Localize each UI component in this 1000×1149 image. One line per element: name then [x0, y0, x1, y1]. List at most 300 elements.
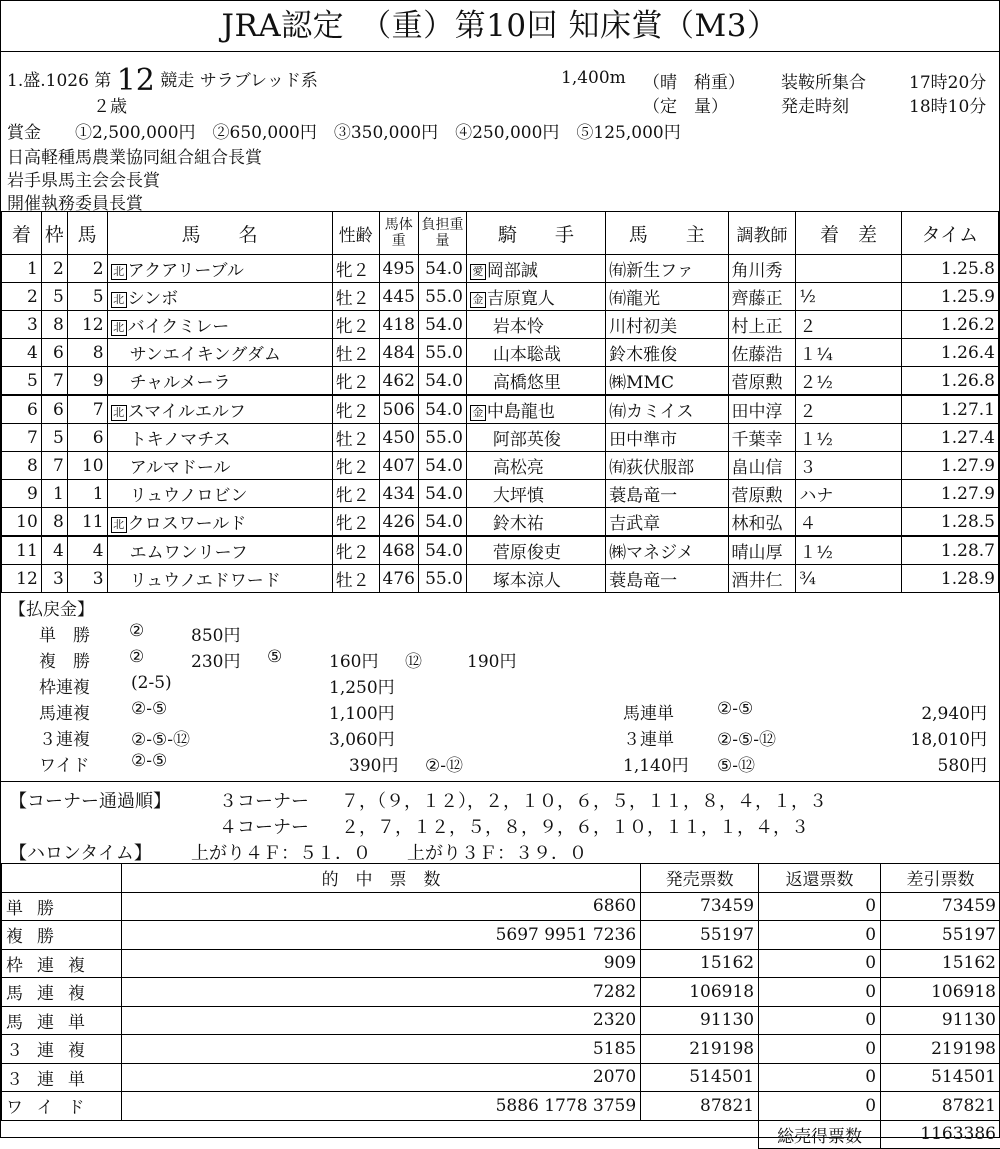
votes-net: 87821 — [881, 1092, 1000, 1121]
result-row — [2, 283, 999, 311]
pos-cell: 1 — [2, 255, 42, 283]
horse-name: リュウノエドワード — [130, 571, 281, 591]
jockey-name: 吉原寛人 — [487, 289, 555, 309]
time-cell: 1.27.1 — [901, 395, 998, 424]
sex-age-cell: 牝２ — [332, 480, 379, 508]
halon-heading: 【ハロンタイム】 — [9, 839, 152, 865]
pos-cell: 3 — [2, 311, 42, 339]
votes-label: ３連単 — [2, 1063, 122, 1092]
trainer-cell: 千葉幸 — [728, 424, 796, 452]
result-row — [2, 311, 999, 339]
horse-name: エムワンリーフ — [130, 543, 248, 563]
votes-table — [1, 863, 1000, 1149]
jockey-name: 菅原俊吏 — [493, 543, 561, 563]
result-row — [2, 480, 999, 508]
corner-3-order: ７，（９，１２），２，１０，６，５，１１，８，４，１，３ — [341, 787, 827, 813]
num-cell: 2 — [67, 255, 107, 283]
fukusho-combo-3: ⑫ — [405, 647, 422, 672]
votes-hits: 5697 9951 7236 — [121, 921, 640, 950]
load-cell: 55.0 — [418, 424, 466, 452]
col-load: 負担重量 — [418, 212, 466, 255]
pos-cell: 6 — [2, 395, 42, 424]
votes-sold: 73459 — [641, 892, 759, 921]
col-trainer: 調教師 — [728, 212, 796, 255]
load-cell: 55.0 — [418, 565, 466, 593]
horse-name: シンボ — [128, 289, 179, 309]
trainer-cell: 齊藤正 — [728, 283, 796, 311]
sex-age-cell: 牝２ — [332, 367, 379, 396]
votes-label: 枠連複 — [2, 949, 122, 978]
horse-name: サンエイキングダム — [130, 345, 281, 365]
sex-age-cell: 牝２ — [332, 452, 379, 480]
margin-cell: ２ — [796, 311, 901, 339]
wide-amount-2: 1,140円 — [623, 751, 689, 776]
jockey-cell — [466, 424, 605, 452]
jockey-mark-icon: 金 — [470, 292, 486, 308]
owner-cell: ㈲カミイス — [606, 395, 728, 424]
sex-age-cell: 牡２ — [332, 565, 379, 593]
time-cell: 1.26.4 — [901, 339, 998, 367]
margin-cell: ４ — [796, 508, 901, 537]
votes-hits: 909 — [121, 949, 640, 978]
prize-money: 賞金 ①2,500,000円 ②650,000円 ③350,000円 ④250,000円 ⑤125,000円 — [7, 118, 681, 143]
fukusho-amount-3: 190円 — [467, 647, 516, 672]
pos-cell: 7 — [2, 424, 42, 452]
waku-cell: 3 — [41, 565, 67, 593]
load-cell: 54.0 — [418, 255, 466, 283]
trifecta-combo: ②-⑤-⑫ — [717, 725, 776, 750]
trainer-cell: 畠山信 — [728, 452, 796, 480]
result-row — [2, 565, 999, 593]
owner-cell: 吉武章 — [606, 508, 728, 537]
num-cell: 9 — [67, 367, 107, 396]
horse-name: アクアリーブル — [128, 261, 244, 281]
owner-cell: 川村初美 — [606, 311, 728, 339]
sex-age-cell: 牡２ — [332, 339, 379, 367]
load-cell: 55.0 — [418, 283, 466, 311]
umatan-combo: ②-⑤ — [717, 699, 753, 719]
col-jockey: 騎 手 — [466, 212, 605, 255]
fukusho-combo-2: ⑤ — [267, 647, 282, 667]
num-cell: 6 — [67, 424, 107, 452]
trainer-cell: 菅原勲 — [728, 367, 796, 396]
col-horse-weight: 馬体重 — [379, 212, 418, 255]
owner-cell: ㈱MMC — [606, 367, 728, 396]
num-cell: 12 — [67, 311, 107, 339]
owner-cell: 田中準市 — [606, 424, 728, 452]
results-body — [2, 255, 999, 593]
pos-cell: 5 — [2, 367, 42, 396]
jockey-mark-icon: 金 — [470, 405, 486, 421]
payout-section — [1, 591, 999, 782]
margin-cell: ２½ — [796, 367, 901, 396]
votes-sold: 514501 — [641, 1063, 759, 1092]
votes-col-refund: 返還票数 — [759, 864, 881, 893]
hokkaido-mark-icon: 北 — [111, 517, 127, 533]
wakuren-combo: (2-5) — [131, 673, 172, 693]
waku-cell: 7 — [41, 367, 67, 396]
race-age: ２歳 — [93, 92, 127, 117]
col-waku: 枠 — [41, 212, 67, 255]
owner-cell: ㈱マネジメ — [606, 536, 728, 565]
votes-net: 55197 — [881, 921, 1000, 950]
trifecta-amount: 18,010円 — [911, 725, 987, 750]
jockey-name: 高橋悠里 — [493, 373, 561, 393]
votes-refund: 0 — [759, 1035, 881, 1064]
horse-name: チャルメーラ — [130, 373, 231, 393]
votes-body — [2, 892, 1000, 1120]
pos-cell: 4 — [2, 339, 42, 367]
votes-sold: 87821 — [641, 1092, 759, 1121]
weight-cell: 468 — [379, 536, 418, 565]
jockey-cell — [466, 283, 605, 311]
result-row — [2, 424, 999, 452]
name-cell — [107, 283, 332, 311]
votes-row — [2, 1035, 1000, 1064]
votes-total-blank — [2, 1120, 759, 1149]
tansho-amount: 850円 — [191, 621, 240, 646]
sex-age-cell: 牝２ — [332, 508, 379, 537]
waku-cell: 6 — [41, 339, 67, 367]
votes-refund: 0 — [759, 1063, 881, 1092]
weight-cell: 407 — [379, 452, 418, 480]
award-1: 日高軽種馬農業協同組合組合長賞 — [7, 143, 262, 168]
votes-label: ３連複 — [2, 1035, 122, 1064]
time-cell: 1.28.5 — [901, 508, 998, 537]
votes-refund: 0 — [759, 1006, 881, 1035]
pos-cell: 11 — [2, 536, 42, 565]
pos-cell: 2 — [2, 283, 42, 311]
fukusho-combo-1: ② — [129, 647, 144, 667]
wide-amount-1: 390円 — [349, 751, 398, 776]
time-cell: 1.28.9 — [901, 565, 998, 593]
jockey-cell — [466, 508, 605, 537]
load-cell: 54.0 — [418, 508, 466, 537]
name-cell — [107, 480, 332, 508]
num-cell: 5 — [67, 283, 107, 311]
page-title: JRA認定 （重）第10回 知床賞（M3） — [1, 1, 999, 52]
weight-cell: 434 — [379, 480, 418, 508]
load-cell: 54.0 — [418, 395, 466, 424]
jockey-name: 鈴木祐 — [493, 514, 544, 534]
horse-name: アルマドール — [130, 458, 231, 478]
sex-age-cell: 牝２ — [332, 395, 379, 424]
trainer-cell: 酒井仁 — [728, 565, 796, 593]
weight-cell: 445 — [379, 283, 418, 311]
name-cell — [107, 311, 332, 339]
name-cell — [107, 536, 332, 565]
num-cell: 8 — [67, 339, 107, 367]
umaren-label: 馬連複 — [39, 699, 90, 724]
pos-cell: 9 — [2, 480, 42, 508]
owner-cell: 蓑島竜一 — [606, 480, 728, 508]
result-row — [2, 339, 999, 367]
owner-cell: ㈲龍光 — [606, 283, 728, 311]
trainer-cell: 菅原勲 — [728, 480, 796, 508]
votes-net: 15162 — [881, 949, 1000, 978]
time-cell: 1.26.8 — [901, 367, 998, 396]
col-owner: 馬 主 — [606, 212, 728, 255]
race-code-text: 1.盛.1026 — [7, 71, 89, 91]
sex-age-cell: 牝２ — [332, 255, 379, 283]
margin-cell: ハナ — [796, 480, 901, 508]
hokkaido-mark-icon: 北 — [111, 320, 127, 336]
results-header-row — [2, 212, 999, 255]
tansho-combo: ② — [129, 621, 144, 641]
umaren-amount: 1,100円 — [329, 699, 395, 724]
waku-cell: 2 — [41, 255, 67, 283]
trainer-cell: 晴山厚 — [728, 536, 796, 565]
num-cell: 4 — [67, 536, 107, 565]
waku-cell: 6 — [41, 395, 67, 424]
jockey-cell — [466, 536, 605, 565]
fukusho-label: 複 勝 — [39, 647, 90, 672]
votes-total-row — [2, 1120, 1000, 1149]
corner-4-label: ４コーナー — [219, 813, 309, 839]
trifecta-label: ３連単 — [623, 725, 674, 750]
weight-cell: 506 — [379, 395, 418, 424]
jockey-mark-icon: 愛 — [470, 264, 486, 280]
votes-row — [2, 1063, 1000, 1092]
col-sex-age: 性齢 — [332, 212, 379, 255]
wakuren-label: 枠連複 — [39, 673, 90, 698]
start-label: 発走時刻 — [781, 92, 849, 117]
votes-refund: 0 — [759, 978, 881, 1007]
trio-label: ３連複 — [39, 725, 90, 750]
owner-cell: ㈲荻伏服部 — [606, 452, 728, 480]
waku-cell: 5 — [41, 283, 67, 311]
jockey-cell — [466, 395, 605, 424]
votes-net: 514501 — [881, 1063, 1000, 1092]
weight-cell: 426 — [379, 508, 418, 537]
result-row — [2, 508, 999, 537]
name-cell — [107, 395, 332, 424]
sex-age-cell: 牡２ — [332, 283, 379, 311]
load-cell: 54.0 — [418, 480, 466, 508]
weight-cell: 476 — [379, 565, 418, 593]
hokkaido-mark-icon: 北 — [111, 292, 127, 308]
hokkaido-mark-icon: 北 — [111, 264, 127, 280]
fukusho-amount-1: 230円 — [191, 647, 240, 672]
load-cell: 54.0 — [418, 452, 466, 480]
jockey-cell — [466, 480, 605, 508]
votes-label: 単勝 — [2, 892, 122, 921]
name-cell — [107, 367, 332, 396]
jockey-cell — [466, 339, 605, 367]
margin-cell: １½ — [796, 424, 901, 452]
umatan-amount: 2,940円 — [921, 699, 987, 724]
wide-amount-3: 580円 — [938, 751, 987, 776]
trainer-cell: 林和弘 — [728, 508, 796, 537]
margin-cell: １¼ — [796, 339, 901, 367]
jockey-cell — [466, 255, 605, 283]
weight-cell: 462 — [379, 367, 418, 396]
umaren-combo: ②-⑤ — [131, 699, 167, 719]
sex-age-cell: 牝２ — [332, 311, 379, 339]
jockey-name: 大坪慎 — [493, 486, 544, 506]
jockey-cell — [466, 311, 605, 339]
pos-cell: 10 — [2, 508, 42, 537]
name-cell — [107, 508, 332, 537]
race-breed: 競走 サラブレッド系 — [160, 71, 318, 91]
time-cell: 1.25.9 — [901, 283, 998, 311]
jockey-name: 中島龍也 — [487, 402, 555, 422]
load-cell: 54.0 — [418, 367, 466, 396]
votes-header-blank — [2, 864, 122, 893]
waku-cell: 7 — [41, 452, 67, 480]
time-cell: 1.28.7 — [901, 536, 998, 565]
votes-net: 106918 — [881, 978, 1000, 1007]
votes-label: 馬連単 — [2, 1006, 122, 1035]
halon-times: 上がり４Ｆ：５１．０ 上がり３Ｆ：３９．０ — [191, 839, 587, 865]
name-cell — [107, 452, 332, 480]
weight-cell: 484 — [379, 339, 418, 367]
votes-sold: 55197 — [641, 921, 759, 950]
race-number: 12 — [117, 63, 155, 98]
name-cell — [107, 339, 332, 367]
votes-hits: 7282 — [121, 978, 640, 1007]
payout-heading: 【払戻金】 — [9, 595, 94, 620]
load-cell: 54.0 — [418, 311, 466, 339]
jockey-cell — [466, 367, 605, 396]
num-cell: 11 — [67, 508, 107, 537]
wide-combo-1: ②-⑤ — [131, 751, 167, 771]
assembly-time: 17時20分 — [909, 68, 986, 93]
race-weather: （晴 稍重） — [643, 68, 745, 93]
num-cell: 10 — [67, 452, 107, 480]
owner-cell: 蓑島竜一 — [606, 565, 728, 593]
votes-sold: 91130 — [641, 1006, 759, 1035]
time-cell: 1.26.2 — [901, 311, 998, 339]
col-horse-name: 馬 名 — [107, 212, 332, 255]
votes-hits: 6860 — [121, 892, 640, 921]
trainer-cell: 田中淳 — [728, 395, 796, 424]
waku-cell: 8 — [41, 311, 67, 339]
votes-refund: 0 — [759, 892, 881, 921]
num-cell: 3 — [67, 565, 107, 593]
result-row — [2, 367, 999, 396]
jockey-name: 高松亮 — [493, 458, 544, 478]
votes-hits: 2320 — [121, 1006, 640, 1035]
corner-3-label: ３コーナー — [219, 787, 309, 813]
name-cell — [107, 424, 332, 452]
start-time: 18時10分 — [909, 92, 986, 117]
race-distance: 1,400m — [561, 68, 626, 88]
votes-label: 複勝 — [2, 921, 122, 950]
weight-cell: 450 — [379, 424, 418, 452]
votes-row — [2, 1006, 1000, 1035]
votes-net: 219198 — [881, 1035, 1000, 1064]
pos-cell: 12 — [2, 565, 42, 593]
jockey-name: 岡部誠 — [487, 261, 538, 281]
trainer-cell: 角川秀 — [728, 255, 796, 283]
votes-label: ワイド — [2, 1092, 122, 1121]
result-row — [2, 255, 999, 283]
votes-row — [2, 921, 1000, 950]
votes-row — [2, 1092, 1000, 1121]
waku-cell: 5 — [41, 424, 67, 452]
votes-refund: 0 — [759, 921, 881, 950]
col-num: 馬 — [67, 212, 107, 255]
horse-name: バイクミレー — [128, 317, 230, 337]
award-3: 開催執務委員長賞 — [7, 189, 143, 214]
margin-cell: ½ — [796, 283, 901, 311]
margin-cell: ¾ — [796, 565, 901, 593]
race-weight-rule: （定 量） — [643, 92, 728, 117]
result-row — [2, 452, 999, 480]
votes-col-net: 差引票数 — [881, 864, 1000, 893]
votes-sold: 219198 — [641, 1035, 759, 1064]
waku-cell: 1 — [41, 480, 67, 508]
horse-name: スマイルエルフ — [128, 402, 246, 422]
votes-row — [2, 978, 1000, 1007]
votes-label: 馬連複 — [2, 978, 122, 1007]
jockey-name: 塚本涼人 — [493, 571, 561, 591]
name-cell — [107, 255, 332, 283]
votes-hits: 5886 1778 3759 — [121, 1092, 640, 1121]
result-row — [2, 395, 999, 424]
time-cell: 1.27.9 — [901, 480, 998, 508]
votes-refund: 0 — [759, 1092, 881, 1121]
trio-amount: 3,060円 — [329, 725, 395, 750]
votes-col-hits: 的 中 票 数 — [121, 864, 640, 893]
votes-refund: 0 — [759, 949, 881, 978]
owner-cell: 鈴木雅俊 — [606, 339, 728, 367]
results-table — [1, 211, 999, 593]
hokkaido-mark-icon: 北 — [111, 405, 127, 421]
wakuren-amount: 1,250円 — [329, 673, 395, 698]
jockey-name: 山本聡哉 — [493, 345, 561, 365]
col-margin: 着 差 — [796, 212, 901, 255]
wide-combo-2: ②-⑫ — [425, 751, 463, 776]
trainer-cell: 佐藤浩 — [728, 339, 796, 367]
trio-combo: ②-⑤-⑫ — [131, 725, 190, 750]
load-cell: 55.0 — [418, 339, 466, 367]
load-cell: 54.0 — [418, 536, 466, 565]
waku-cell: 4 — [41, 536, 67, 565]
owner-cell: ㈲新生ファ — [606, 255, 728, 283]
votes-hits: 2070 — [121, 1063, 640, 1092]
votes-total-label: 総売得票数 — [759, 1120, 881, 1149]
margin-cell: ２ — [796, 395, 901, 424]
sex-age-cell: 牝２ — [332, 536, 379, 565]
name-cell — [107, 565, 332, 593]
time-cell: 1.27.9 — [901, 452, 998, 480]
col-time: タイム — [901, 212, 998, 255]
votes-net: 91130 — [881, 1006, 1000, 1035]
weight-cell: 418 — [379, 311, 418, 339]
horse-name: トキノマチス — [130, 430, 231, 450]
umatan-label: 馬連単 — [623, 699, 674, 724]
award-2: 岩手県馬主会会長賞 — [7, 166, 160, 191]
votes-row — [2, 949, 1000, 978]
time-cell: 1.25.8 — [901, 255, 998, 283]
votes-sold: 106918 — [641, 978, 759, 1007]
col-pos: 着 — [2, 212, 42, 255]
fukusho-amount-2: 160円 — [329, 647, 378, 672]
pos-cell: 8 — [2, 452, 42, 480]
assembly-label: 装鞍所集合 — [781, 68, 866, 93]
horse-name: リュウノロビン — [130, 486, 248, 506]
margin-cell: １½ — [796, 536, 901, 565]
wide-label: ワイド — [39, 751, 90, 776]
votes-hits: 5185 — [121, 1035, 640, 1064]
votes-sold: 15162 — [641, 949, 759, 978]
corner-4-order: ２，７，１２，５，８，９，６，１０，１１，１，４，３ — [341, 813, 809, 839]
sex-age-cell: 牡２ — [332, 424, 379, 452]
tansho-label: 単 勝 — [39, 621, 90, 646]
votes-header-row — [2, 864, 1000, 893]
